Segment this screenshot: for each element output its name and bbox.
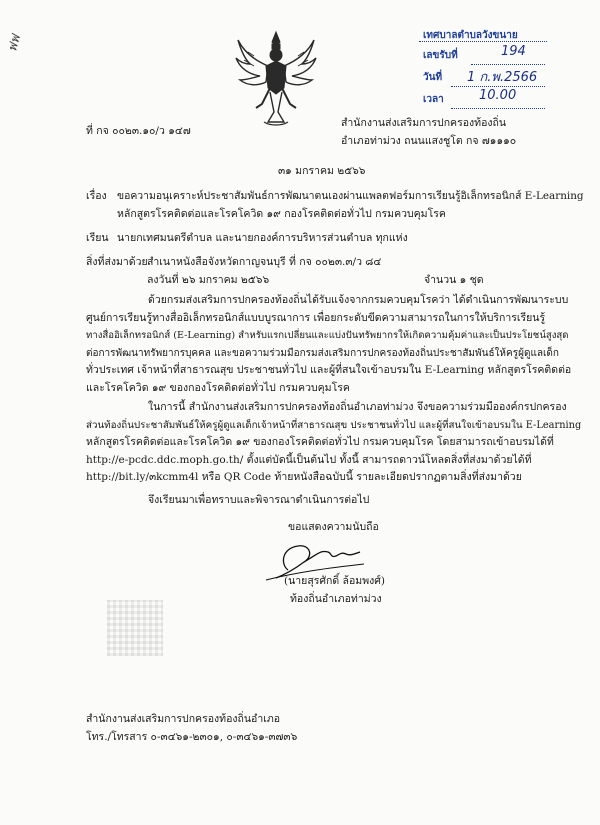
stamp-date-label: วันที่ [423,72,443,83]
enclosure-line-1: สำเนาหนังสือจังหวัดกาญจนบุรี ที่ กจ ๐๐๒๓.๓/ว ๘๔ [147,256,382,268]
paragraph-line: ส่วนท้องถิ่นประชาสัมพันธ์ให้ครูผู้ดูแลเด็กเจ้าหน้าที่สาธารณสุข ประชาชนทั่วไป และผู้ที่สนใจเข้าอบรมใน E-Learning [86,419,582,431]
footer-office: สำนักงานส่งเสริมการปกครองท้องถิ่นอำเภอ [86,713,281,725]
body-paragraph-2 [86,399,582,487]
paragraph-line: http://e-pcdc.ddc.moph.go.th/ ตั้งแต่บัดนี้เป็นต้นไป ทั้งนี้ สามารถดาวน์โหลดสิ่งที่ส่งมาด้วยได้ที่ [86,453,532,466]
paragraph-line: ด้วยกรมส่งเสริมการปกครองท้องถิ่นได้รับแจ้งจากกรมควบคุมโรคว่า ได้ดำเนินการพัฒนาระบบ [148,294,569,306]
enclosure-count: จำนวน ๑ ชุด [424,274,484,286]
signatory-position: ท้องถิ่นอำเภอท่าม่วง [290,593,382,605]
enclosure-label: สิ่งที่ส่งมาด้วย [86,256,148,268]
document-date: ๓๑ มกราคม ๒๕๖๖ [278,165,366,177]
footer-phone: โทร./โทรสาร ๐-๓๔๖๑-๒๓๐๑, ๐-๓๔๖๑-๓๗๓๖ [86,731,298,743]
received-stamp [419,26,549,112]
stamp-received-no: 194 [501,44,526,59]
subject-line-1: ขอความอนุเคราะห์ประชาสัมพันธ์การพัฒนาตนเองผ่านแพลตฟอร์มการเรียนรู้อิเล็กทรอนิกส์ E-Learning [117,190,584,202]
paragraph-line: ต่อการพัฒนาทรัพยากรบุคคล และขอความร่วมมือกรมส่งเสริมการปกครองท้องถิ่นประชาสัมพันธ์ให้ครูผู้ดูแลเด็ก [86,347,559,359]
reference-number: ที่ กจ ๐๐๒๓.๑๐/ว ๑๔๗ [86,125,191,137]
addressee: นายกเทศมนตรีตำบล และนายกองค์การบริหารส่วนตำบล ทุกแห่ง [117,232,408,244]
margin-note: ฟฟ [5,33,23,54]
paragraph-line: หลักสูตรโรคติดต่อและโรคโควิด ๑๙ ของกองโรคติดต่อทั่วไป กรมควบคุมโรค โดยสามารถเข้าอบรมได้ที่ [86,436,554,448]
stamp-time-label: เวลา [423,94,444,105]
paragraph-line: ในการนี้ สำนักงานส่งเสริมการปกครองท้องถิ่นอำเภอท่าม่วง จึงขอความร่วมมือองค์กรปกครอง [148,401,567,413]
stamp-date-value: 1 ก.พ.2566 [467,70,538,85]
subject-line-2: หลักสูตรโรคติดต่อและโรคโควิด ๑๙ กองโรคติดต่อทั่วไป กรมควบคุมโรค [117,208,446,220]
addressee-label: เรียน [86,232,109,244]
body-paragraph-1 [86,292,572,397]
paragraph-line: และโรคโควิด ๑๙ ของกองโรคติดต่อทั่วไป กรมควบคุมโรค [86,381,350,394]
stamp-org: เทศบาลตำบลวังขนาย [423,30,518,41]
paragraph-line: ศูนย์การเรียนรู้ทางสื่ออิเล็กทรอนิกส์แบบบูรณาการ เพื่อยกระดับขีดความสามารถในการให้บริการเรียนรู้ [86,311,546,324]
sender-office: สำนักงานส่งเสริมการปกครองท้องถิ่น [341,117,507,129]
paragraph-line: ทั่วประเทศ เจ้าหน้าที่สาธารณสุข ประชาชนทั่วไป และผู้ที่สนใจเข้าอบรมใน E-Learning หลักสูตรโรคติดต่อ [86,364,572,376]
closing-request: จึงเรียนมาเพื่อทราบและพิจารณาดำเนินการต่อไป [148,494,370,506]
enclosure-line-2: ลงวันที่ ๒๖ มกราคม ๒๕๖๖ [147,274,270,286]
valediction: ขอแสดงความนับถือ [288,521,379,533]
paragraph-line: ทางสื่ออิเล็กทรอนิกส์ (E-Learning) สำหรับแรกเปลี่ยนและแบ่งปันทรัพยากรให้เกิดความคุ้มค่าและเป็นประโยชน์สูงสุด [86,330,569,341]
subject-label: เรื่อง [86,190,107,202]
paragraph-line: http://bit.ly/๓kcmm4l หรือ QR Code ท้ายหนังสือฉบับนี้ รายละเอียดปรากฏตามสิ่งที่ส่งมาด้วย [86,471,522,483]
sender-address: อำเภอท่าม่วง ถนนแสงชูโต กจ ๗๑๑๑๐ [341,135,517,147]
garuda-emblem [234,30,318,128]
stamp-received-label: เลขรับที่ [423,50,458,61]
signatory-name: (นายสุรศักดิ์ ล้อมพงศ์) [284,575,386,587]
qr-code-bleedthrough [107,600,163,656]
stamp-time-value: 10.00 [479,88,517,103]
